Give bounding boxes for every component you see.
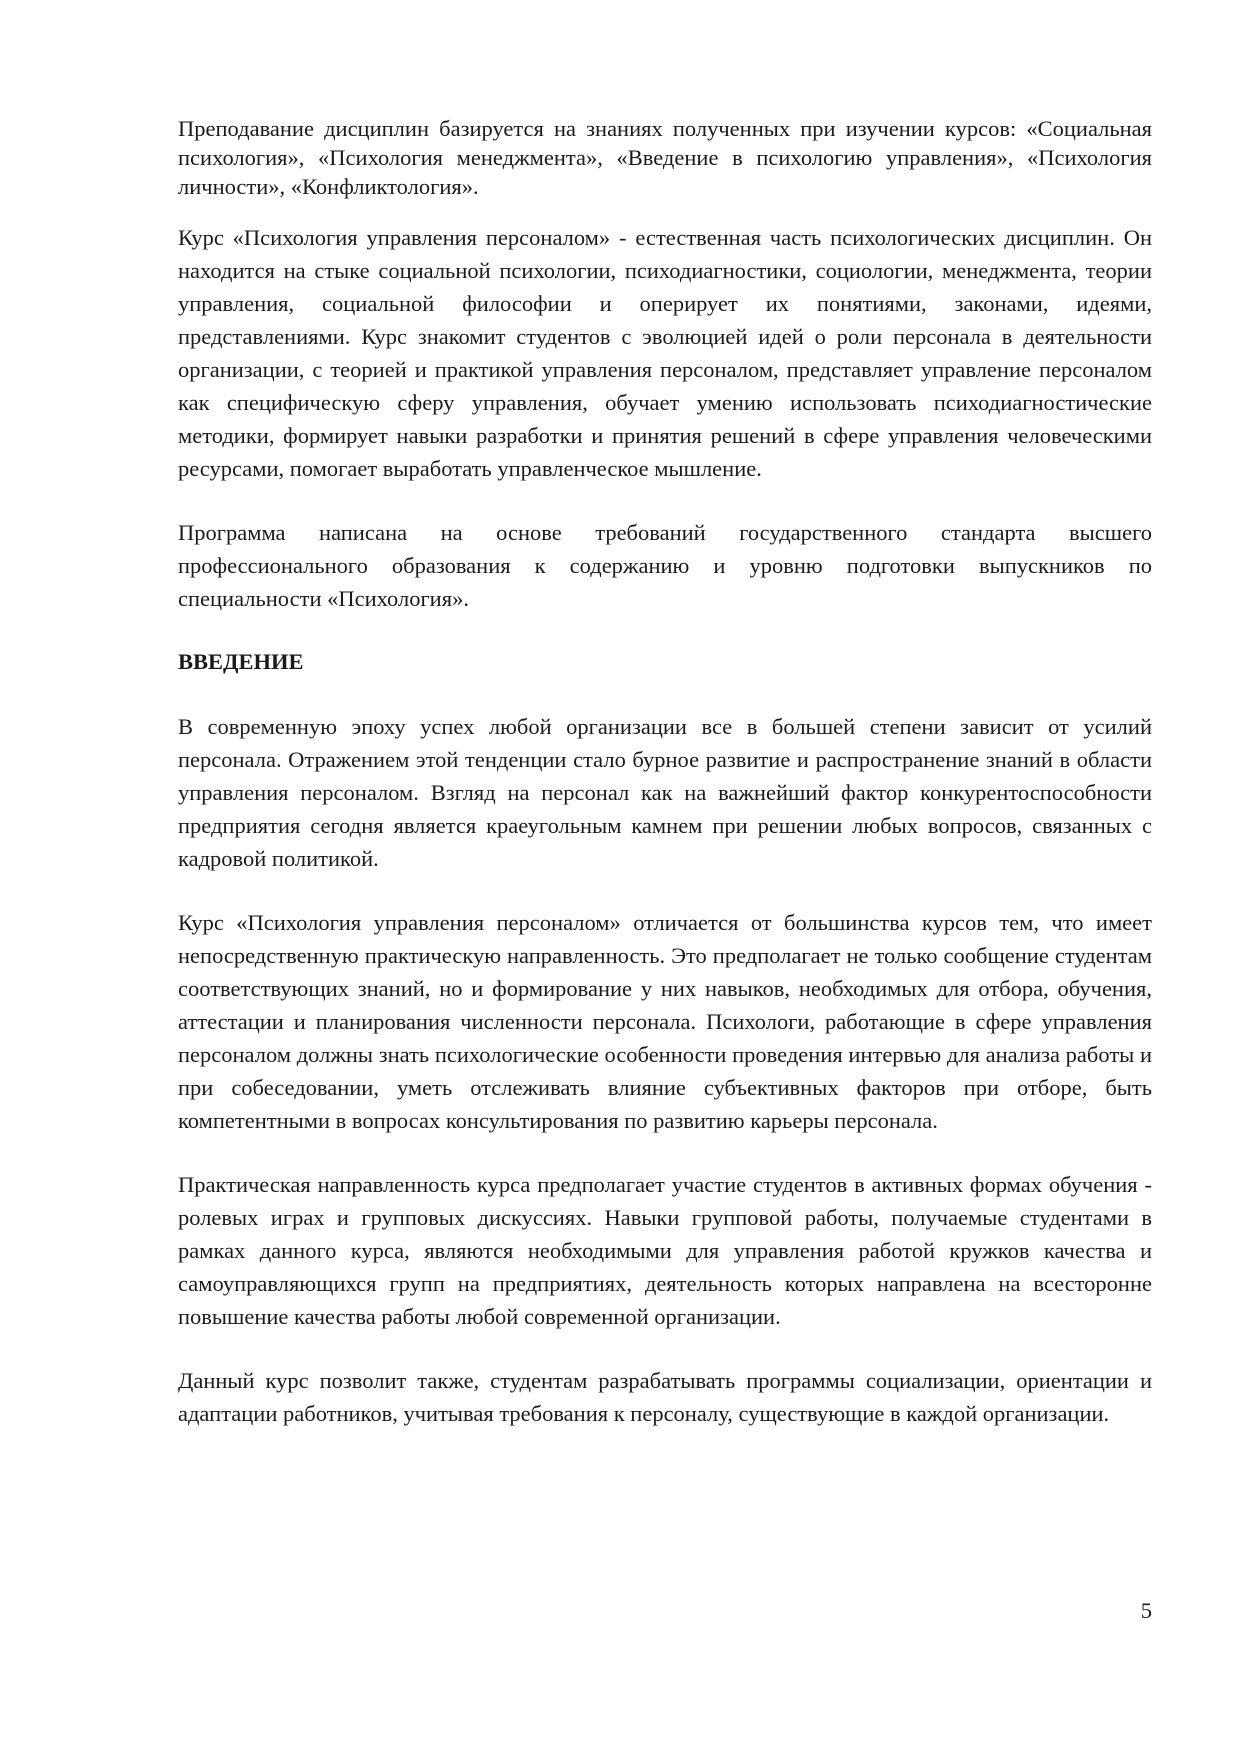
document-page <box>178 114 1152 1430</box>
paragraph-practical-orientation: Курс «Психология управления персоналом» отличается от большинства курсов тем, что имеет непосредственную практическую направленность. Это предполагает не только сообщение студентам соответствующих знаний, но и формирование у них навыков, необходимых для отбора, обучения, аттестации и планирования численности персонала. Психологи, работающие в сфере управления персоналом должны знать психологические особенности проведения интервью для анализа работы и при собеседовании, уметь отслеживать влияние субъективных факторов при отборе, быть компетентными в вопросах консультирования по развитию карьеры персонала. <box>178 910 1152 1133</box>
paragraph-intro-modern-era: В современную эпоху успех любой организации все в большей степени зависит от усилий персонала. Отражением этой тенденции стало бурное развитие и распространение знаний в области управления персоналом. Взгляд на персонал как на важнейший фактор конкурентоспособности предприятия сегодня является краеугольным камнем при решении любых вопросов, связанных с кадровой политикой. <box>178 714 1152 871</box>
paragraph-active-learning: Практическая направленность курса предполагает участие студентов в активных формах обучения - ролевых играх и групповых дискуссиях. Навыки групповой работы, получаемые студентами в рамках данного курса, являются необходимыми для управления работой кружков качества и самоуправляющихся групп на предприятиях, деятельность которых направлена на всесторонне повышение качества работы любой современной организации. <box>178 1172 1152 1329</box>
paragraph-course-description: Курс «Психология управления персоналом» - естественная часть психологических дисциплин. Он находится на стыке социальной психологии, психодиагностики, социологии, менеджмента, теории управления, социальной философии и оперирует их понятиями, законами, идеями, представлениями. Курс знакомит студентов с эволюцией идей о роли персонала в деятельности организации, с теорией и практикой управления персоналом, представляет управление персоналом как специфическую сферу управления, обучает умению использовать психодиагностические методики, формирует навыки разработки и принятия решений в сфере управления человеческими ресурсами, помогает выработать управленческое мышление. <box>178 225 1152 481</box>
section-heading-introduction: ВВЕДЕНИЕ <box>178 649 304 674</box>
paragraph-program-basis: Программа написана на основе требований государственного стандарта высшего профессионального образования к содержанию и уровню подготовки выпускников по специальности «Психология». <box>178 520 1152 611</box>
paragraph-course-outcomes: Данный курс позволит также, студентам разрабатывать программы социализации, ориентации и адаптации работников, учитывая требования к персоналу, существующие в каждой организации. <box>178 1368 1152 1426</box>
paragraph-prerequisites: Преподавание дисциплин базируется на знаниях полученных при изучении курсов: «Социальная психология», «Психология менеджмента», «Введение в психологию управления», «Психология личности», «Конфликтология». <box>178 116 1152 199</box>
page-number: 5 <box>1140 1598 1152 1623</box>
